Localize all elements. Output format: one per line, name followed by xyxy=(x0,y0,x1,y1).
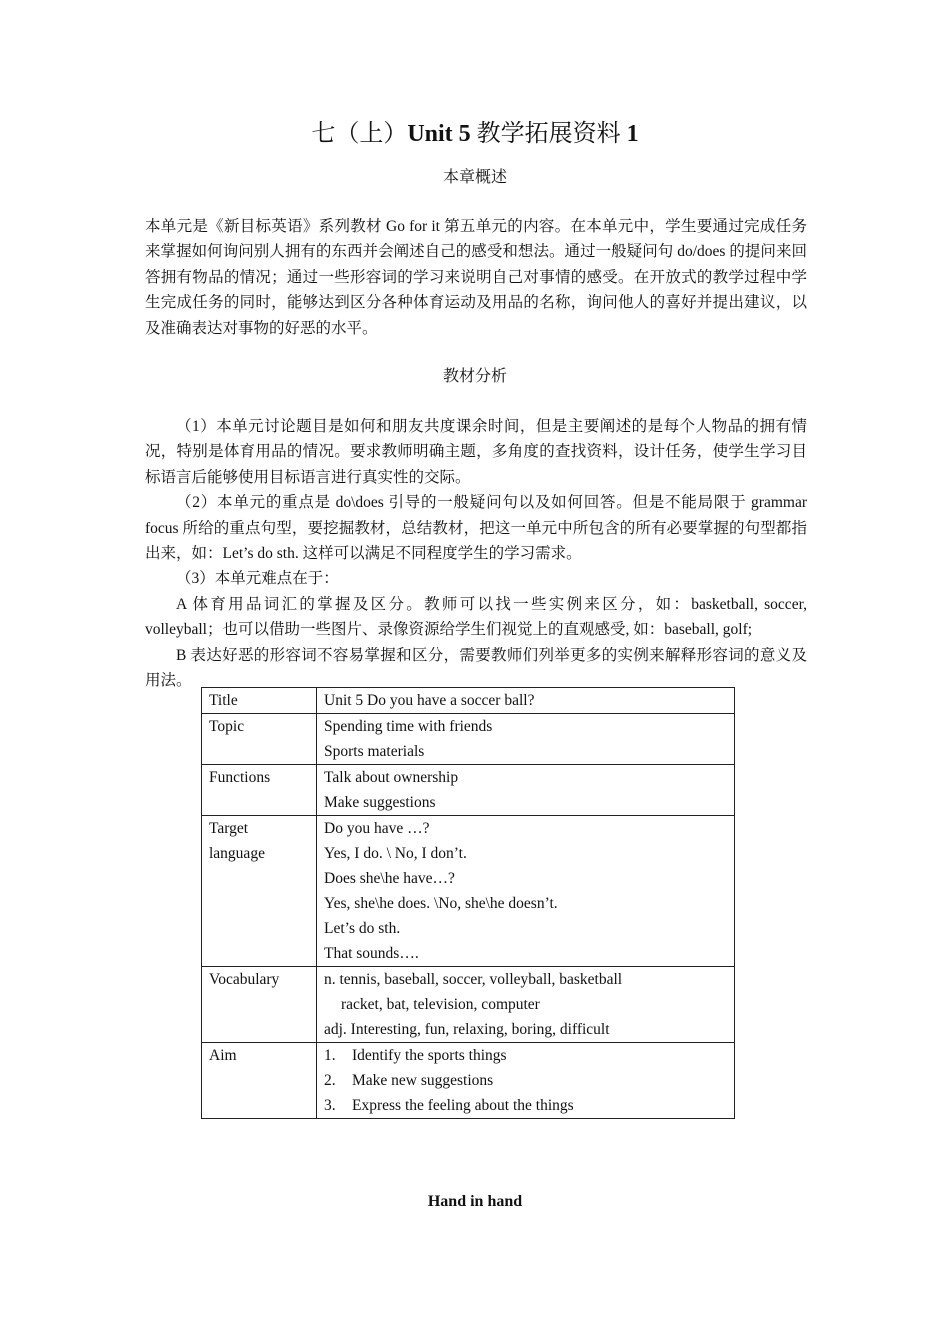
overview-heading: 本章概述 xyxy=(442,169,507,186)
target-line: That sounds…. xyxy=(324,945,419,962)
aim-item-number: 3. xyxy=(324,1097,336,1114)
row-label-functions: Functions xyxy=(202,765,317,816)
vocabulary-line: racket, bat, television, computer xyxy=(341,996,540,1013)
row-value-target-language xyxy=(317,816,735,967)
footer-text: Hand in hand xyxy=(427,1193,523,1210)
title-prefix: 七（上） xyxy=(311,121,408,147)
row-value-title xyxy=(317,688,735,714)
analysis-point-2: （2）本单元的重点是 do\does 引导的一般疑问句以及如何回答。但是不能局限于 grammar focus 所给的重点句型，要挖掘教材，总结教材，把这一单元中所包含的所有必要掌握的句型都指出来，如：Let’s do sth. 这样可以满足不同程度学生的学习需求。 xyxy=(145,494,807,563)
functions-line: Make suggestions xyxy=(324,794,436,811)
row-value-functions xyxy=(317,765,735,816)
row-label-topic: Topic xyxy=(202,714,317,765)
unit-info-table xyxy=(201,687,735,1119)
target-line: Does she\he have…? xyxy=(324,870,455,887)
table-row xyxy=(202,714,735,765)
row-value-vocabulary xyxy=(317,967,735,1043)
vocabulary-line: adj. Interesting, fun, relaxing, boring, difficult xyxy=(324,1021,610,1038)
analysis-point-3: （3）本单元难点在于： xyxy=(176,570,339,588)
target-line: Do you have …? xyxy=(324,820,430,837)
target-label-line: Target xyxy=(209,820,249,837)
document-title xyxy=(0,118,950,150)
aim-item-text: Identify the sports things xyxy=(352,1047,507,1064)
analysis-difficulty-b: B 表达好恶的形容词不容易掌握和区分，需要教师们列举更多的实例来解释形容词的意义及用法。 xyxy=(145,646,807,690)
row-value-topic xyxy=(317,714,735,765)
topic-line: Sports materials xyxy=(324,743,425,760)
title-rest: 教学拓展资料 xyxy=(470,121,627,147)
title-value: Unit 5 Do you have a soccer ball? xyxy=(324,692,535,709)
table-row xyxy=(202,688,735,714)
table-row xyxy=(202,967,735,1043)
analysis-point-1: （1）本单元讨论题目是如何和朋友共度课余时间，但是主要阐述的是每个人物品的拥有情况，特别是体育用品的情况。要求教师明确主题，多角度的查找资料，设计任务，使学生学习目标语言后能够使用目标语言进行真实性的交际。 xyxy=(145,418,807,486)
analysis-difficulty-a: A 体育用品词汇的掌握及区分。教师可以找一些实例来区分，如：basketball, soccer, volleyball；也可以借助一些图片、录像资源给学生们视觉上的直观感受, 如：baseball, golf; xyxy=(145,595,807,639)
title-number: 1 xyxy=(626,121,639,147)
aim-item xyxy=(324,1043,727,1068)
row-value-aim xyxy=(317,1043,735,1119)
target-line: Let’s do sth. xyxy=(324,920,401,937)
table-row xyxy=(202,765,735,816)
target-line: Yes, she\he does. \No, she\he doesn’t. xyxy=(324,895,558,912)
analysis-heading: 教材分析 xyxy=(442,368,507,385)
aim-item-number: 1. xyxy=(324,1047,336,1064)
target-line: Yes, I do. \ No, I don’t. xyxy=(324,845,467,862)
overview-text: 本单元是《新目标英语》系列教材 Go for it 第五单元的内容。在本单元中，学生要通过完成任务来掌握如何询问别人拥有的东西并会阐述自己的感受和想法。通过一般疑问句 do/does 的提问来回答拥有物品的情况；通过一些形容词的学习来说明自己对事情的感受。在开放式的教学过程中学生完成任务的同时，能够达到区分各种体育运动及用品的名称，询问他人的喜好并提出建议，以及准确表达对事物的好恶的水平。 xyxy=(145,218,807,337)
row-label-title: Title xyxy=(202,688,317,714)
aim-item-number: 2. xyxy=(324,1072,336,1089)
table-row xyxy=(202,816,735,967)
table-row xyxy=(202,1043,735,1119)
aim-item-text: Express the feeling about the things xyxy=(352,1097,574,1114)
aim-item xyxy=(324,1068,727,1093)
overview-paragraph xyxy=(145,214,807,341)
title-unit: Unit 5 xyxy=(407,121,471,147)
topic-line: Spending time with friends xyxy=(324,718,493,735)
aim-item xyxy=(324,1093,727,1118)
vocabulary-line: n. tennis, baseball, soccer, volleyball, basketball xyxy=(324,971,623,988)
row-label-vocabulary: Vocabulary xyxy=(202,967,317,1043)
row-label-target-language xyxy=(202,816,317,967)
functions-line: Talk about ownership xyxy=(324,769,459,786)
aim-item-text: Make new suggestions xyxy=(352,1072,494,1089)
analysis-section xyxy=(145,414,807,693)
row-label-aim: Aim xyxy=(202,1043,317,1119)
target-label-line: language xyxy=(209,845,265,862)
